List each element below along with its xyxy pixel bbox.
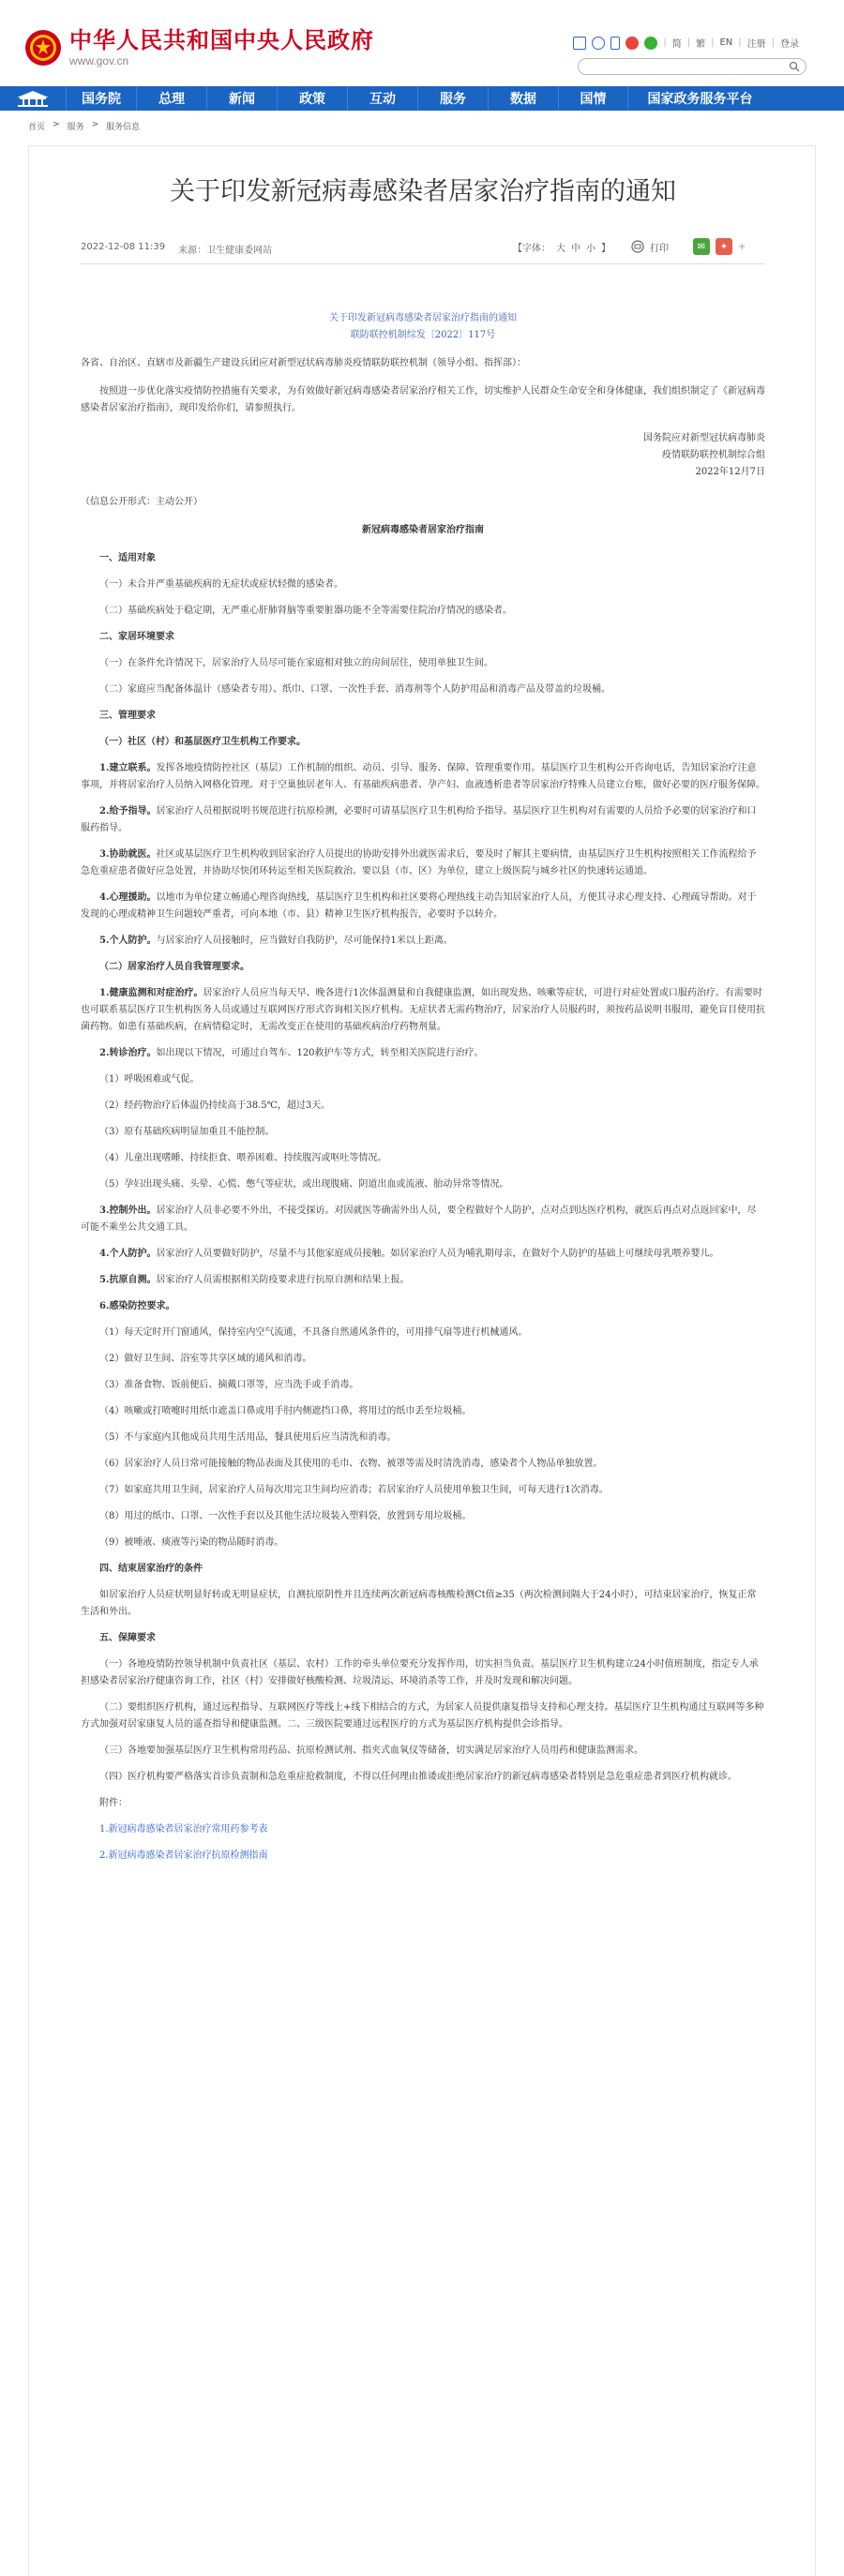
section-4-title: 四、结束居家治疗的条件 (99, 1564, 203, 1574)
font-size-close: 】 (601, 243, 610, 254)
share-weibo-icon[interactable]: ✦ (716, 238, 732, 255)
nav-item-data[interactable]: 数据 (488, 86, 558, 111)
site-header (0, 0, 844, 86)
paragraph (81, 1045, 765, 1062)
paragraph (81, 1272, 765, 1289)
paragraph-title: 5.抗原自测。 (99, 1275, 157, 1285)
top-links: | 简 | 繁 | EN | 注册 | 登录 (573, 36, 799, 50)
paragraph (81, 846, 765, 880)
link-simplified[interactable]: 简 (671, 39, 682, 50)
paragraph-title: 4.心理援助。 (99, 892, 157, 903)
paragraph (81, 985, 765, 1036)
doc-salutation: 各省、自治区、直辖市及新疆生产建设兵团应对新型冠状病毒肺炎疫情联防联控机制（领导小组、指挥部）： (81, 358, 526, 368)
main-nav (0, 86, 844, 111)
print-button[interactable]: 打印 (650, 243, 669, 254)
paragraph-title: 4.个人防护。 (99, 1249, 157, 1259)
section-1-title: 一、适用对象 (99, 553, 156, 563)
list-item: （2）经药物治疗后体温仍持续高于38.5℃，超过3天。 (99, 1101, 331, 1111)
paragraph-text: 居家治疗人员非必要不外出，不接受探访。对因就医等确需外出人员，要全程做好个人防护，点对点到达医疗机构，就医后再点对点返回家中，尽可能不乘坐公共交通工具。 (81, 1206, 757, 1233)
breadcrumb-service[interactable]: 服务 (67, 123, 84, 132)
font-size-label: 【字体： (513, 243, 550, 254)
paragraph-title: 1.健康监测和对症治疗。 (99, 988, 203, 998)
section-3-sub-2: （二）居家治疗人员自我管理要求。 (99, 962, 249, 972)
site-url: www.gov.cn (69, 54, 129, 67)
article-body (81, 310, 765, 1865)
paragraph-text: 居家治疗人员要做好防护，尽量不与其他家庭成员接触。如居家治疗人员为哺乳期母亲，在做好个人防护的基础上可继续母乳喂养婴儿。 (156, 1249, 719, 1259)
link-register[interactable]: 注册 (746, 39, 766, 50)
article-meta (81, 242, 272, 256)
list-item: （3）准备食物、饭前便后、摘戴口罩等，应当洗手或手消毒。 (99, 1380, 359, 1390)
section-5-item-3: （三）各地要加强基层医疗卫生机构常用药品、抗原检测试剂、指夹式血氧仪等储备，切实满足居家治疗人员用药和健康监测需求。 (99, 1745, 643, 1756)
list-item: （2）做好卫生间、浴室等共享区域的通风和消毒。 (99, 1354, 312, 1364)
paragraph (81, 1246, 765, 1263)
nav-item-service[interactable]: 服务 (417, 86, 488, 111)
nav-home[interactable] (0, 86, 66, 111)
paragraph (81, 890, 765, 923)
section-2-item-2: （二）家庭应当配备体温计（感染者专用）、纸巾、口罩、一次性手套、消毒剂等个人防护用品和消毒产品及带盖的垃圾桶。 (99, 684, 610, 695)
paragraph-text: 以地市为单位建立畅通心理咨询热线，基层医疗卫生机构和社区要将心理热线主动告知居家治疗人员，方便其寻求心理支持、心理疏导帮助。对于发现的心理或精神卫生问题较严重者，可向本地（市、县）精神卫生医疗机构报告，必要时予以转介。 (81, 892, 757, 920)
search-input[interactable] (586, 64, 792, 79)
nav-item-state-council[interactable]: 国务院 (66, 86, 136, 111)
nav-item-policy[interactable]: 政策 (277, 86, 347, 111)
paragraph-text: 居家治疗人员需根据相关防疫要求进行抗原自测和结果上报。 (156, 1275, 410, 1285)
print-icon[interactable] (631, 240, 644, 253)
section-1-item-1: （一）未合并严重基础疾病的无症状或症状轻微的感染者。 (99, 579, 343, 590)
list-item: （4）儿童出现嗜睡、持续拒食、喂养困难、持续腹泻或呕吐等情况。 (99, 1153, 387, 1163)
nav-item-premier[interactable]: 总理 (136, 86, 206, 111)
mail-icon[interactable] (573, 37, 586, 50)
breadcrumb: 首页 > 服务 > 服务信息 (28, 120, 141, 132)
section-2-item-1: （一）在条件允许情况下，居家治疗人员尽可能在家庭相对独立的房间居住，使用单独卫生间。 (99, 658, 493, 668)
search-box (578, 58, 806, 75)
signature-line-1: 国务院应对新型冠状病毒肺炎 (643, 433, 765, 443)
list-item: （1）每天定时开门窗通风，保持室内空气流通，不具备自然通风条件的，可用排气扇等进行机械通风。 (99, 1327, 528, 1338)
site-logo[interactable] (24, 28, 374, 67)
section-2-title: 二、家居环境要求 (99, 632, 174, 642)
publish-date: 2022-12-08 11:39 (81, 242, 166, 252)
font-size-small[interactable]: 小 (586, 243, 595, 254)
breadcrumb-service-info[interactable]: 服务信息 (106, 123, 141, 132)
nav-item-news[interactable]: 新闻 (206, 86, 277, 111)
app-icon[interactable] (592, 37, 605, 50)
share-more-icon[interactable]: + (738, 241, 746, 252)
section-5-item-4: （四）医疗机构要严格落实首诊负责制和急危重症抢救制度，不得以任何理由推诿或拒绝居家治疗的新冠病毒感染者特别是急危重症患者到医疗机构就诊。 (99, 1772, 737, 1782)
paragraph-text: 发挥各地疫情防控社区（基层）工作机制的组织、动员、引导、服务、保障、管理重要作用。基层医疗卫生机构公开咨询电话，告知居家治疗注意事项，并将居家治疗人员纳入网格化管理。对于空巢独居老年人、有基础疾病患者、孕产妇、血液透析患者等居家治疗特殊人员建立台账，做好必要的医疗服务保障。 (81, 763, 765, 790)
list-item: （3）原有基础疾病明显加重且不能控制。 (99, 1127, 275, 1137)
paragraph-title: 3.协助就医。 (99, 849, 157, 860)
section-4-text: 如居家治疗人员症状明显好转或无明显症状，自测抗原阴性并且连续两次新冠病毒核酸检测Ct值≥35（两次检测间隔大于24小时），可结束居家治疗，恢复正常生活和外出。 (81, 1590, 757, 1617)
paragraph-title: 3.控制外出。 (99, 1206, 157, 1216)
list-item: （6）居家治疗人员日常可能接触的物品表面及其使用的毛巾、衣物、被罩等需及时清洗消毒，感染者个人物品单独放置。 (99, 1459, 603, 1469)
nav-item-service-platform[interactable]: 国家政务服务平台 (627, 86, 772, 111)
list-item: （4）咳嗽或打喷嚏时用纸巾遮盖口鼻或用手肘内侧遮挡口鼻，将用过的纸巾丢至垃圾桶。 (99, 1406, 472, 1416)
nav-item-national[interactable]: 国情 (558, 86, 627, 111)
list-item: （7）如家庭共用卫生间，居家治疗人员每次用完卫生间均应消毒；若居家治疗人员使用单独卫生间，可每天进行1次消毒。 (99, 1485, 609, 1495)
paragraph-text: 居家治疗人员应当每天早、晚各进行1次体温测量和自我健康监测，如出现发热、咳嗽等症状，可进行对症处置或口服药治疗。有需要时也可联系基层医疗卫生机构医务人员或通过互联网医疗形式咨询相关医疗机构。无症状者无需药物治疗，居家治疗人员服药时，须按药品说明书服用，避免盲目使用抗菌药物。如患有基础疾病，在病情稳定时，无需改变正在使用的基础疾病治疗药物剂量。 (81, 988, 765, 1032)
section-5-title: 五、保障要求 (99, 1633, 156, 1643)
list-item: （9）被唾液、痰液等污染的物品随时消毒。 (99, 1537, 284, 1548)
disclosure-note: （信息公开形式：主动公开） (81, 497, 203, 507)
section-5-item-2: （二）要组织医疗机构，通过远程指导、互联网医疗等线上+线下相结合的方式，为居家人员提供康复指导支持和心理支持。基层医疗卫生机构通过互联网等多种方式加强对居家康复人员的遥查指导和健康监测。二、三级医院要通过远程医疗的方式为基层医疗机构提供会诊指导。 (81, 1702, 764, 1730)
search-icon[interactable] (789, 61, 800, 72)
paragraph-text: 社区或基层医疗卫生机构收到居家治疗人员提出的协助安排外出就医需求后，要及时了解其主要病情，由基层医疗卫生机构按照相关工作流程给予急危重症患者做好应急处置，并协助尽快闭环转运至相关医院救治。要以县（市、区）为单位，建立上级医院与城乡社区的快速转运通道。 (81, 849, 757, 876)
paragraph-text: 居家治疗人员根据说明书规范进行抗原检测，必要时可请基层医疗卫生机构给予指导。基层医疗卫生机构对有需要的人员给予必要的居家治疗和口服药指导。 (81, 806, 757, 833)
section-5-item-1: （一）各地疫情防控领导机制中负责社区（基层、农村）工作的牵头单位要充分发挥作用，切实担当负责。基层医疗卫生机构建立24小时值班制度，指定专人承担感染者居家治疗健康咨询工作，社区（村）安排做好核酸检测、垃圾清运、环境消杀等工作，并及时发现和解决问题。 (81, 1659, 759, 1686)
title-divider (81, 263, 765, 264)
link-login[interactable]: 登录 (780, 39, 799, 50)
paragraph (81, 1203, 765, 1236)
attachment-link-2[interactable]: 2.新冠病毒感染者居家治疗抗原检测指南 (99, 1850, 268, 1861)
nav-item-interaction[interactable]: 互动 (347, 86, 417, 111)
paragraph-text: 如出现以下情况，可通过自驾车、120救护车等方式，转至相关医院进行治疗。 (156, 1048, 484, 1058)
font-size-medium[interactable]: 中 (571, 243, 580, 254)
paragraph-title: 2.给予指导。 (99, 806, 157, 816)
paragraph-title: 5.个人防护。 (99, 936, 157, 946)
list-item: （5）不与家庭内其他成员共用生活用品，餐具使用后应当清洗和消毒。 (99, 1432, 397, 1443)
list-item: （5）孕妇出现头痛、头晕、心慌、憋气等症状，或出现腹痛、阴道出血或流液、胎动异常等情况。 (99, 1179, 509, 1190)
paragraph-title: 6.感染防控要求。 (99, 1301, 175, 1311)
signature-date: 2022年12月7日 (695, 467, 765, 477)
paragraph (81, 933, 765, 950)
attachments-label: 附件： (99, 1798, 128, 1808)
source-value: 卫生健康委网站 (206, 246, 273, 256)
link-traditional[interactable]: 繁 (696, 39, 706, 50)
paragraph (81, 760, 765, 794)
breadcrumb-home[interactable]: 首页 (28, 123, 46, 132)
doc-intro: 按照进一步优化落实疫情防控措施有关要求，为有效做好新冠病毒感染者居家治疗相关工作，切实维护人民群众生命安全和身体健康，我们组织制定了《新冠病毒感染者居家治疗指南》，现印发给你们，请参照执行。 (81, 386, 765, 413)
section-3-title: 三、管理要求 (99, 711, 156, 721)
article-container (28, 145, 816, 2576)
font-size-large[interactable]: 大 (556, 243, 565, 254)
list-item: （8）用过的纸巾、口罩、一次性手套以及其他生活垃圾装入塑料袋，放置到专用垃圾桶。 (99, 1511, 472, 1521)
attachment-link-1[interactable]: 1.新冠病毒感染者居家治疗常用药参考表 (99, 1824, 268, 1835)
home-icon (15, 90, 51, 107)
list-item: （1）呼吸困难或气促。 (99, 1074, 200, 1085)
paragraph-text: 与居家治疗人员接触时，应当做好自我防护，尽可能保持1米以上距离。 (156, 936, 453, 946)
section-3-sub-1: （一）社区（村）和基层医疗卫生机构工作要求。 (99, 737, 306, 747)
national-emblem-icon (24, 29, 62, 67)
doc-heading: 关于印发新冠病毒感染者居家治疗指南的通知 (329, 313, 517, 323)
article-tools (513, 238, 746, 255)
guide-title: 新冠病毒感染者居家治疗指南 (362, 525, 484, 535)
site-name: 中华人民共和国中央人民政府 (69, 27, 374, 53)
link-english[interactable]: EN (719, 37, 733, 48)
paragraph-title: 2.转诊治疗。 (99, 1048, 157, 1058)
source-label: 来源： (178, 246, 207, 256)
share-wechat-icon[interactable]: ✉ (693, 238, 710, 255)
doc-number: 联防联控机制综发〔2022〕117号 (350, 330, 496, 340)
mobile-icon[interactable] (610, 37, 620, 50)
page-title: 关于印发新冠病毒感染者居家治疗指南的通知 (170, 177, 676, 206)
paragraph (81, 803, 765, 837)
signature-line-2: 疫情联防联控机制综合组 (662, 450, 765, 460)
section-1-item-2: （二）基础疾病处于稳定期，无严重心肝肺肾脑等重要脏器功能不全等需要住院治疗情况的感染者。 (99, 606, 512, 616)
weibo-icon[interactable] (625, 37, 639, 50)
paragraph-title: 1.建立联系。 (99, 763, 157, 773)
wechat-icon[interactable] (644, 37, 657, 50)
